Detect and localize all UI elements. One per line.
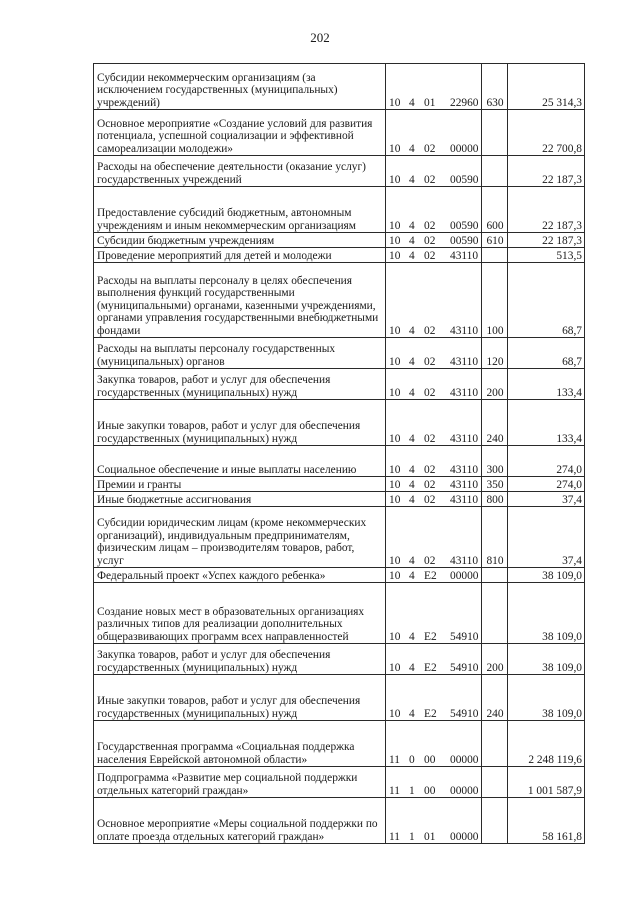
code-part: 4 bbox=[409, 96, 415, 109]
code-part: 4 bbox=[409, 324, 415, 337]
amount: 68,7 bbox=[508, 263, 585, 338]
table-row bbox=[94, 64, 585, 110]
amount: 22 187,3 bbox=[508, 187, 585, 233]
code-part: 54910 bbox=[450, 661, 479, 674]
target-article-code bbox=[386, 675, 482, 721]
code-part: 4 bbox=[409, 355, 415, 368]
amount: 2 248 119,6 bbox=[508, 721, 585, 767]
table-row bbox=[94, 507, 585, 568]
expense-type-code: 300 bbox=[482, 446, 508, 477]
expense-name: Федеральный проект «Успех каждого ребенка» bbox=[94, 568, 386, 583]
code-part: 00590 bbox=[450, 219, 479, 232]
target-article-code bbox=[386, 721, 482, 767]
code-part: 4 bbox=[409, 249, 415, 262]
expense-type-code: 350 bbox=[482, 477, 508, 492]
code-part: 10 bbox=[389, 493, 401, 506]
expense-name: Иные закупки товаров, работ и услуг для обеспечения государственных (муниципальных) нужд bbox=[94, 400, 386, 446]
code-part: 02 bbox=[424, 355, 436, 368]
amount: 25 314,3 bbox=[508, 64, 585, 110]
expense-type-code: 120 bbox=[482, 338, 508, 369]
code-part: 10 bbox=[389, 96, 401, 109]
expense-name: Проведение мероприятий для детей и молодежи bbox=[94, 248, 386, 263]
table-row bbox=[94, 492, 585, 507]
table-row bbox=[94, 767, 585, 798]
code-part: 01 bbox=[424, 96, 436, 109]
target-article-code bbox=[386, 156, 482, 187]
code-part: 10 bbox=[389, 661, 401, 674]
amount: 38 109,0 bbox=[508, 568, 585, 583]
expense-name: Подпрограмма «Развитие мер социальной поддержки отдельных категорий граждан» bbox=[94, 767, 386, 798]
code-part: 00000 bbox=[450, 142, 479, 155]
code-part: E2 bbox=[424, 630, 437, 643]
expense-name: Основное мероприятие «Создание условий для развития потенциала, успешной социализации и эффективной самореализации молодежи» bbox=[94, 110, 386, 156]
amount: 58 161,8 bbox=[508, 798, 585, 844]
code-part: 4 bbox=[409, 234, 415, 247]
code-part: 10 bbox=[389, 234, 401, 247]
expense-name: Расходы на обеспечение деятельности (оказание услуг) государственных учреждений bbox=[94, 156, 386, 187]
code-part: 10 bbox=[389, 249, 401, 262]
code-part: 43110 bbox=[450, 355, 479, 368]
amount: 133,4 bbox=[508, 400, 585, 446]
code-part: 43110 bbox=[450, 493, 479, 506]
target-article-code bbox=[386, 492, 482, 507]
code-part: E2 bbox=[424, 569, 437, 582]
code-part: 10 bbox=[389, 478, 401, 491]
page-number: 202 bbox=[310, 30, 330, 45]
expense-type-code: 600 bbox=[482, 187, 508, 233]
code-part: 4 bbox=[409, 463, 415, 476]
expense-type-code: 810 bbox=[482, 507, 508, 568]
expense-name: Закупка товаров, работ и услуг для обеспечения государственных (муниципальных) нужд bbox=[94, 644, 386, 675]
expense-name: Расходы на выплаты персоналу государственных (муниципальных) органов bbox=[94, 338, 386, 369]
target-article-code bbox=[386, 798, 482, 844]
table-row bbox=[94, 568, 585, 583]
code-part: 10 bbox=[389, 173, 401, 186]
code-part: 4 bbox=[409, 386, 415, 399]
code-part: 02 bbox=[424, 173, 436, 186]
code-part: 02 bbox=[424, 493, 436, 506]
expense-name: Закупка товаров, работ и услуг для обеспечения государственных (муниципальных) нужд bbox=[94, 369, 386, 400]
amount: 22 187,3 bbox=[508, 156, 585, 187]
table-row bbox=[94, 721, 585, 767]
expense-name: Иные закупки товаров, работ и услуг для обеспечения государственных (муниципальных) нужд bbox=[94, 675, 386, 721]
code-part: 02 bbox=[424, 234, 436, 247]
amount: 37,4 bbox=[508, 507, 585, 568]
code-part: 4 bbox=[409, 569, 415, 582]
code-part: 01 bbox=[424, 830, 436, 843]
table-row bbox=[94, 156, 585, 187]
code-part: 43110 bbox=[450, 478, 479, 491]
table-row bbox=[94, 675, 585, 721]
code-part: 02 bbox=[424, 432, 436, 445]
amount: 22 700,8 bbox=[508, 110, 585, 156]
code-part: 11 bbox=[389, 784, 400, 797]
code-part: 1 bbox=[409, 784, 415, 797]
code-part: 00590 bbox=[450, 173, 479, 186]
target-article-code bbox=[386, 187, 482, 233]
expense-name: Основное мероприятие «Меры социальной поддержки по оплате проезда отдельных категорий граждан» bbox=[94, 798, 386, 844]
code-part: 43110 bbox=[450, 324, 479, 337]
amount: 1 001 587,9 bbox=[508, 767, 585, 798]
target-article-code bbox=[386, 400, 482, 446]
code-part: 10 bbox=[389, 432, 401, 445]
expense-type-code: 240 bbox=[482, 400, 508, 446]
code-part: 54910 bbox=[450, 630, 479, 643]
code-part: 00000 bbox=[450, 569, 479, 582]
code-part: 43110 bbox=[450, 463, 479, 476]
table-row bbox=[94, 110, 585, 156]
code-part: 43110 bbox=[450, 386, 479, 399]
code-part: 10 bbox=[389, 355, 401, 368]
target-article-code bbox=[386, 369, 482, 400]
expense-type-code: 610 bbox=[482, 233, 508, 248]
table-row bbox=[94, 248, 585, 263]
expense-type-code: 240 bbox=[482, 675, 508, 721]
code-part: 00 bbox=[424, 784, 436, 797]
code-part: E2 bbox=[424, 707, 437, 720]
amount: 68,7 bbox=[508, 338, 585, 369]
amount: 38 109,0 bbox=[508, 644, 585, 675]
table-row bbox=[94, 644, 585, 675]
code-part: 02 bbox=[424, 478, 436, 491]
expense-type-code: 200 bbox=[482, 644, 508, 675]
code-part: 4 bbox=[409, 142, 415, 155]
table-row bbox=[94, 369, 585, 400]
code-part: 4 bbox=[409, 219, 415, 232]
table-row bbox=[94, 400, 585, 446]
code-part: 4 bbox=[409, 432, 415, 445]
expense-name: Субсидии бюджетным учреждениям bbox=[94, 233, 386, 248]
target-article-code bbox=[386, 233, 482, 248]
code-part: 00000 bbox=[450, 753, 479, 766]
code-part: 10 bbox=[389, 554, 401, 567]
expense-name: Иные бюджетные ассигнования bbox=[94, 492, 386, 507]
table-row bbox=[94, 263, 585, 338]
target-article-code bbox=[386, 110, 482, 156]
code-part: 11 bbox=[389, 830, 400, 843]
target-article-code bbox=[386, 583, 482, 644]
target-article-code bbox=[386, 64, 482, 110]
amount: 274,0 bbox=[508, 477, 585, 492]
amount: 38 109,0 bbox=[508, 583, 585, 644]
code-part: 43110 bbox=[450, 249, 479, 262]
code-part: 02 bbox=[424, 249, 436, 262]
target-article-code bbox=[386, 507, 482, 568]
table-row bbox=[94, 583, 585, 644]
expense-name: Государственная программа «Социальная поддержка населения Еврейской автономной области» bbox=[94, 721, 386, 767]
target-article-code bbox=[386, 644, 482, 675]
amount: 38 109,0 bbox=[508, 675, 585, 721]
code-part: 4 bbox=[409, 554, 415, 567]
expense-name: Субсидии некоммерческим организациям (за исключением государственных (муниципальных) учреждений) bbox=[94, 64, 386, 110]
code-part: 10 bbox=[389, 463, 401, 476]
code-part: 00590 bbox=[450, 234, 479, 247]
code-part: 4 bbox=[409, 478, 415, 491]
code-part: 4 bbox=[409, 173, 415, 186]
code-part: 02 bbox=[424, 324, 436, 337]
target-article-code bbox=[386, 446, 482, 477]
code-part: 4 bbox=[409, 661, 415, 674]
amount: 22 187,3 bbox=[508, 233, 585, 248]
code-part: 10 bbox=[389, 707, 401, 720]
code-part: 4 bbox=[409, 630, 415, 643]
code-part: 4 bbox=[409, 493, 415, 506]
expense-name: Предоставление субсидий бюджетным, автономным учреждениям и иным некоммерческим организациям bbox=[94, 187, 386, 233]
amount: 513,5 bbox=[508, 248, 585, 263]
code-part: 02 bbox=[424, 386, 436, 399]
expense-name: Премии и гранты bbox=[94, 477, 386, 492]
expense-name: Расходы на выплаты персоналу в целях обеспечения выполнения функций государственными (муниципальными) органами, казенными учреждениями, органами управления государственными внебюджетными фондами bbox=[94, 263, 386, 338]
code-part: 02 bbox=[424, 463, 436, 476]
table-row bbox=[94, 798, 585, 844]
code-part: 10 bbox=[389, 569, 401, 582]
target-article-code bbox=[386, 248, 482, 263]
table-row bbox=[94, 477, 585, 492]
amount: 133,4 bbox=[508, 369, 585, 400]
table-row bbox=[94, 187, 585, 233]
target-article-code bbox=[386, 263, 482, 338]
target-article-code bbox=[386, 338, 482, 369]
code-part: 10 bbox=[389, 324, 401, 337]
code-part: 43110 bbox=[450, 432, 479, 445]
code-part: 10 bbox=[389, 630, 401, 643]
code-part: 0 bbox=[409, 753, 415, 766]
expense-name: Создание новых мест в образовательных организациях различных типов для реализации дополнительных общеразвивающих программ всех направленностей bbox=[94, 583, 386, 644]
expense-type-code: 630 bbox=[482, 64, 508, 110]
code-part: 02 bbox=[424, 554, 436, 567]
code-part: 02 bbox=[424, 219, 436, 232]
target-article-code bbox=[386, 568, 482, 583]
code-part: E2 bbox=[424, 661, 437, 674]
amount: 274,0 bbox=[508, 446, 585, 477]
code-part: 02 bbox=[424, 142, 436, 155]
code-part: 43110 bbox=[450, 554, 479, 567]
table-row bbox=[94, 233, 585, 248]
table-row bbox=[94, 338, 585, 369]
code-part: 22960 bbox=[450, 96, 479, 109]
table-row bbox=[94, 446, 585, 477]
code-part: 10 bbox=[389, 142, 401, 155]
code-part: 4 bbox=[409, 707, 415, 720]
code-part: 54910 bbox=[450, 707, 479, 720]
code-part: 00000 bbox=[450, 830, 479, 843]
code-part: 00 bbox=[424, 753, 436, 766]
expense-type-code: 800 bbox=[482, 492, 508, 507]
code-part: 10 bbox=[389, 219, 401, 232]
expense-type-code: 100 bbox=[482, 263, 508, 338]
code-part: 00000 bbox=[450, 784, 479, 797]
budget-table bbox=[93, 63, 585, 844]
target-article-code bbox=[386, 477, 482, 492]
expense-type-code: 200 bbox=[482, 369, 508, 400]
code-part: 10 bbox=[389, 386, 401, 399]
expense-name: Социальное обеспечение и иные выплаты населению bbox=[94, 446, 386, 477]
amount: 37,4 bbox=[508, 492, 585, 507]
code-part: 1 bbox=[409, 830, 415, 843]
code-part: 11 bbox=[389, 753, 400, 766]
target-article-code bbox=[386, 767, 482, 798]
expense-name: Субсидии юридическим лицам (кроме некоммерческих организаций), индивидуальным предпринимателям, физическим лицам – производителям товаров, работ, услуг bbox=[94, 507, 386, 568]
